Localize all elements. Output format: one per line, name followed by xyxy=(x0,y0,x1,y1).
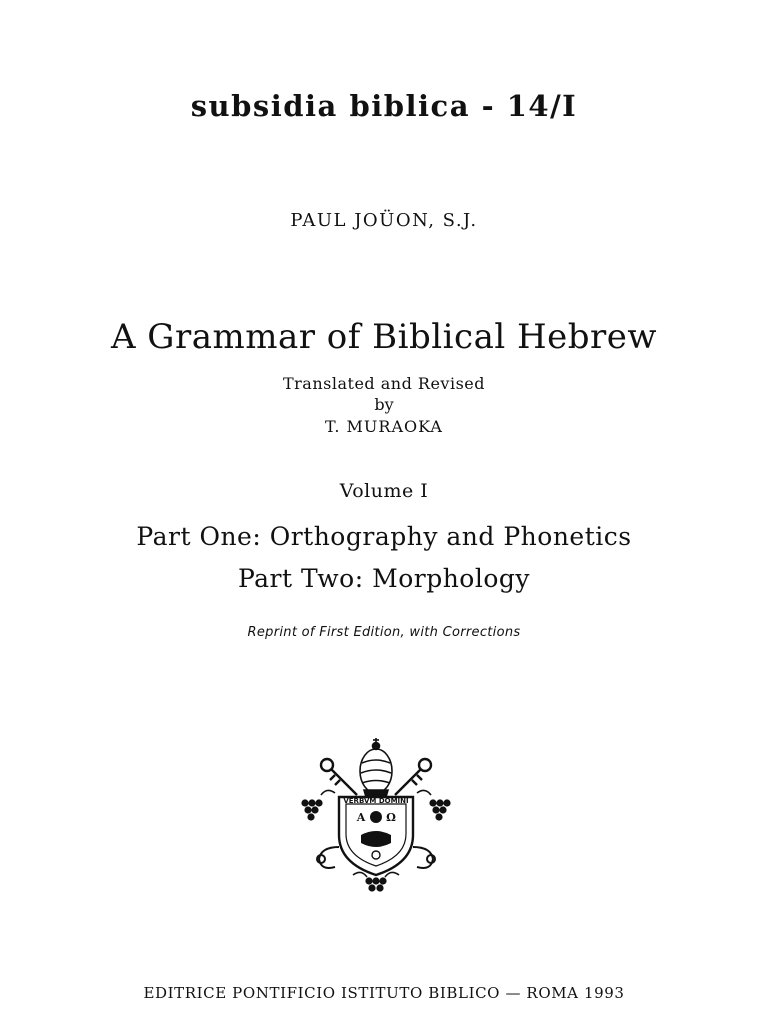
translator-name: T. MURAOKA xyxy=(325,417,443,436)
part-one-title: Part One: Orthography and Phonetics xyxy=(136,522,632,551)
tiara-icon xyxy=(360,738,392,797)
edition-note: Reprint of First Edition, with Corrections xyxy=(247,625,521,640)
publisher-line: EDITRICE PONTIFICIO ISTITUTO BIBLICO — ROMA 1993 xyxy=(143,984,625,1002)
emblem-omega: Ω xyxy=(386,811,396,824)
book-title: A Grammar of Biblical Hebrew xyxy=(110,317,658,357)
translation-credit-line: Translated and Revised xyxy=(282,374,486,393)
author-name: PAUL JOÜON, S.J. xyxy=(290,210,478,231)
translation-by: by xyxy=(374,395,394,414)
shield-icon xyxy=(339,797,413,875)
part-two-title: Part Two: Morphology xyxy=(237,564,531,593)
series-title: subsidia biblica - 14/I xyxy=(190,89,578,123)
emblem-alpha: A xyxy=(356,811,366,824)
emblem-motto-top: VERBVM DOMINI xyxy=(343,797,409,805)
volume-label: Volume I xyxy=(339,480,429,502)
publisher-emblem xyxy=(291,735,461,895)
